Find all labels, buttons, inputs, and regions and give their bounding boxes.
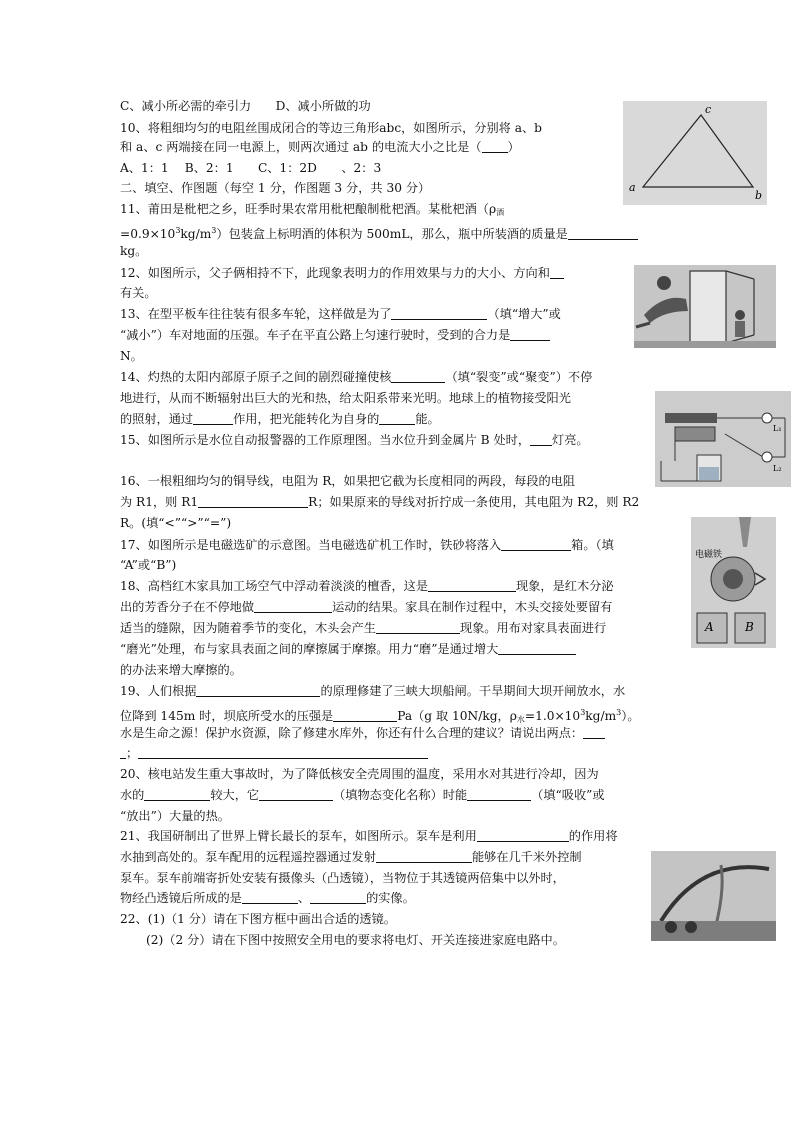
q11-answer-blank[interactable] — [568, 227, 638, 240]
q14-line3: 的照射，通过 作用，把光能转化为自身的 能。 — [120, 412, 440, 426]
lamp-l2-label: L₂ — [773, 464, 782, 473]
q17-line2: “A”或“B”) — [120, 558, 177, 572]
q21-line3: 泵车。泵车前端寄折处安装有摄像头（凸透镜），当物位于其透镜两倍集中以外时， — [120, 871, 565, 885]
q17-answer-blank[interactable] — [501, 538, 571, 551]
q16-line3: R。(填“<”“>”“=”) — [120, 516, 232, 530]
q14-line2: 地进行，从而不断辐射出巨大的光和热，给太阳系带来光明。地球上的植物接受阳光 — [120, 391, 571, 405]
q11-line3: kg。 — [120, 244, 148, 258]
q19-line4: ； — [120, 745, 428, 762]
q13-line1: 13、在型平板车往往装有很多车轮，这样做是为了 （填“增大”或 — [120, 307, 561, 321]
q14-answer-blank-1[interactable] — [391, 370, 445, 383]
q16-line1: 16、一根粗细均匀的铜导线，电阻为 R，如果把它截为长度相同的两段，每段的电阻 — [120, 474, 576, 488]
q15-line: 15、如图所示是水位自动报警器的工作原理图。当水位升到金属片 B 处时， 灯亮。 — [120, 433, 589, 447]
father-son-door-figure — [634, 265, 776, 348]
q22-line2: (2)（2 分）请在下图中按照安全用电的要求将电灯、开关连接进家庭电路中。 — [146, 933, 565, 947]
q21-answer-blank-3[interactable] — [242, 891, 298, 904]
triangle-figure — [623, 101, 767, 205]
q18-line4: “磨光”处理，布与家具表面之间的摩擦属于摩擦。用力“磨”是通过增大 — [120, 641, 576, 658]
q20-answer-blank-1[interactable] — [144, 788, 210, 801]
box-a-label: A — [705, 620, 714, 634]
q20-answer-blank-2[interactable] — [259, 788, 333, 801]
q14-line1: 14、灼热的太阳内部原子原子之间的剧烈碰撞使核 （填“裂变”或“聚变”）不停 — [120, 370, 593, 384]
q18-line1: 18、高档红木家具加工场空气中浮动着淡淡的檀香，这是 现象，是红木分泌 — [120, 579, 614, 593]
q19-answer-blank-1[interactable] — [196, 684, 320, 697]
q19-line3: 水是生命之源！保护水资源，除了修建水库外，你还有什么合理的建议？请说出两点： — [120, 725, 605, 742]
q18-line3: 适当的缝隙，因为随着季节的变化，木头会产生 现象。用布对家具表面进行 — [120, 621, 607, 635]
q13-answer-blank-2[interactable] — [510, 328, 550, 341]
q19-line1: 19、人们根据 的原理修建了三峡大坝船闸。干旱期间大坝开闸放水，水 — [120, 684, 626, 698]
q19-answer-blank-3[interactable] — [583, 726, 605, 739]
q19-answer-blank-5[interactable] — [138, 746, 428, 759]
vertex-a-label: a — [629, 181, 636, 194]
box-b-label: B — [745, 620, 754, 634]
q12-answer-blank[interactable] — [550, 266, 564, 279]
electromagnet-label: 电磁铁 — [695, 550, 723, 560]
q11-line1: 11、莆田是枇杷之乡，旺季时果农常用枇杷酿制枇杷酒。某枇杷酒（$\rho_酒$ — [120, 202, 505, 217]
q18-answer-blank-3[interactable] — [376, 621, 460, 634]
q16-answer-blank-1[interactable] — [198, 495, 308, 508]
water-alarm-figure — [655, 391, 791, 487]
q12-line1: 12、如图所示，父子俩相持不下，此现象表明力的作用效果与力的大小、方向和 — [120, 265, 564, 282]
q21-line1: 21、我国研制出了世界上臂长最长的泵车，如图所示。泵车是利用 的作用将 — [120, 829, 618, 843]
q18-answer-blank-1[interactable] — [428, 579, 516, 592]
q14-answer-blank-3[interactable] — [379, 412, 415, 425]
q20-answer-blank-3[interactable] — [467, 788, 531, 801]
vertex-b-label: b — [755, 189, 763, 202]
option-cd-line: C、减小所必需的牵引力 D、减小所做的功 — [120, 99, 371, 113]
q19-line2: 位降到 145m 时，坝底所受水的压强是 Pa（g 取 10N/kg，$\rho_水=1.0\times 10^3kg/m^3$）。 — [120, 708, 640, 725]
q18-answer-blank-2[interactable] — [254, 600, 332, 613]
magnetic-separator-figure — [691, 517, 776, 648]
q14-answer-blank-2[interactable] — [193, 412, 233, 425]
q10-options-line: A、1：1 B、2：1 C、1：2D 、2：3 — [120, 161, 382, 175]
q10-line1: 10、将粗细均匀的电阻丝围成闭合的等边三角形abc，如图所示，分别将 a、b — [120, 121, 542, 135]
q19-answer-blank-2[interactable] — [333, 709, 397, 722]
q18-line2: 出的芳香分子在不停地做 运动的结果。家具在制作过程中，木头交接处要留有 — [120, 600, 613, 614]
q18-answer-blank-4[interactable] — [498, 642, 576, 655]
pump-truck-figure — [651, 851, 776, 941]
q13-answer-blank-1[interactable] — [391, 307, 487, 320]
q11-line2: $=0.9\times 10^3kg/m^3$）包装盒上标明酒的体积为 500mL，那么，瓶中所装酒的质量是 — [120, 222, 638, 239]
q10-answer-blank[interactable] — [482, 140, 508, 153]
section-heading: 二、填空、作图题（每空 1 分，作图题 3 分，共 30 分） — [120, 181, 431, 195]
q16-line2: 为 R1，则 R1 R；如果原来的导线对折拧成一条使用，其电阻为 R2，则 R2 — [120, 495, 640, 509]
q13-line3: N。 — [120, 349, 143, 363]
q15-answer-blank[interactable] — [530, 433, 552, 446]
q21-answer-blank-2[interactable] — [376, 850, 472, 863]
q21-answer-blank-4[interactable] — [310, 891, 366, 904]
q21-answer-blank-1[interactable] — [477, 829, 569, 842]
vertex-c-label: c — [705, 103, 712, 116]
lamp-l1-label: L₁ — [773, 424, 782, 433]
q10-line2: 和 a、c 两端接在同一电源上，则两次通过 ab 的电流大小之比是（ ） — [120, 140, 520, 154]
q21-line4: 物经凸透镜后所成的是 、 的实像。 — [120, 891, 415, 905]
q21-line2: 水抽到高处的。泵车配用的远程遥控器通过发射 能够在几千米外控制 — [120, 850, 582, 864]
q20-line1: 20、核电站发生重大事故时，为了降低核安全壳周围的温度，采用水对其进行冷却，因为 — [120, 767, 599, 781]
q20-line3: “放出”）大量的热。 — [120, 809, 230, 823]
q22-line1: 22、(1)（1 分）请在下图方框中画出合适的透镜。 — [120, 912, 396, 926]
q13-line2: “减小”）车对地面的压强。车子在平直公路上匀速行驶时，受到的合力是 — [120, 327, 550, 344]
q18-line5: 的办法来增大摩擦的。 — [120, 663, 242, 677]
q17-line1: 17、如图所示是电磁选矿的示意图。当电磁选矿机工作时，铁砂将落入 箱。（填 — [120, 538, 614, 552]
q12-line2: 有关。 — [120, 286, 157, 300]
q20-line2: 水的 较大，它 （填物态变化名称）时能 （填“吸收”或 — [120, 788, 605, 802]
